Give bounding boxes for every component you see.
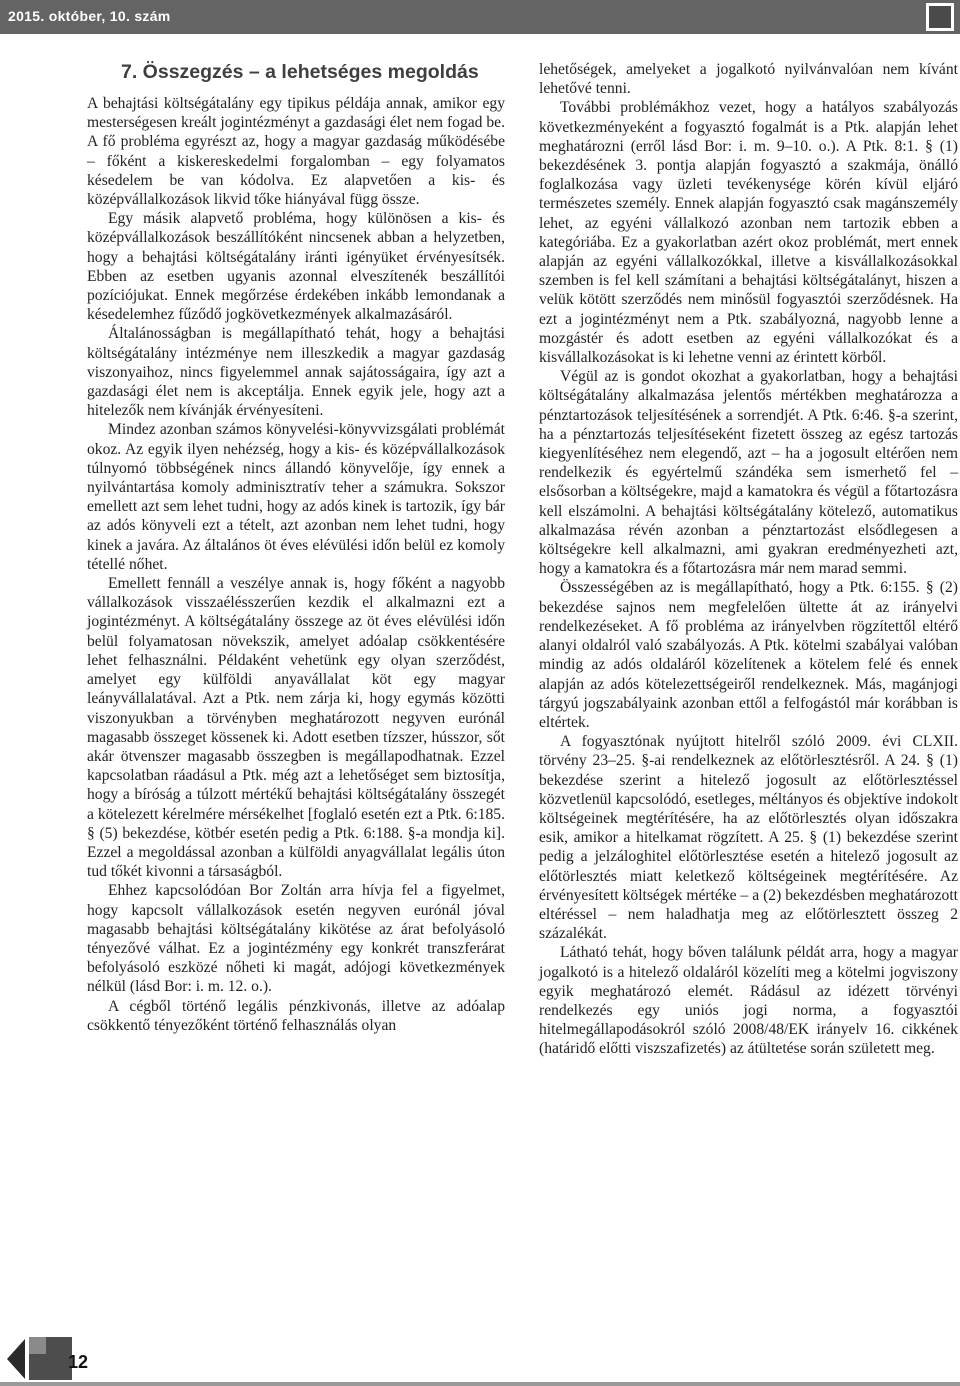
paragraph: Mindez azonban számos könyvelési-könyvvizsgálati problémát okoz. Az egyik ilyen nehézség, hogy a kis- és középvállalkozások túlnyomó többségének nincs állandó könyvelője, így ennek a nyilvántartása komoly adminisztratív teher a számukra. Sokszor emellett azt sem lehet tudni, hogy az adós kinek is tartozik, így bár az adós könyveli ezt a tételt, azt azonban nem lehet tudni, hogy kinek a javára. Az általános öt éves elévülési időn belül ez komoly tétellé nőhet. bbox=[87, 421, 505, 573]
paragraph: A cégből történő legális pénzkivonás, illetve az adóalap csökkentő tényezőként történő felhasználás olyan bbox=[87, 997, 505, 1034]
right-column bbox=[539, 60, 958, 1059]
paragraph: Végül az is gondot okozhat a gyakorlatban, hogy a behajtási költségátalány alkalmazása jelentős mértékben meghatározza a pénztartozások teljesítésének a sorrendjét. A Ptk. 6:46. §-a szerint, ha a pénztartozás teljesítéseként fizetett összeg az egész tartozás kiegyenlítéséhez nem elegendő, azt – ha a jogosult eltérően nem rendelkezik és egyértelmű szándéka sem ismerhető fel – elsősorban a költségekre, majd a kamatokra és végül a főtartozásra kell elszámolni. A behajtási költségátalány kötelező, automatikus alkalmazása révén azonban a pénztartozást elsődlegesen a költségekre kell alkalmazni, ami gyakran eredményezheti azt, hogy a kamatokra és a főtartozásra már nem marad semmi. bbox=[539, 368, 958, 578]
paragraph: lehetőségek, amelyeket a jogalkotó nyilvánvalóan nem kívánt lehetővé tenni. bbox=[539, 61, 958, 98]
section-title: 7. Összegzés – a lehetséges megoldás bbox=[121, 61, 479, 83]
header-bar bbox=[0, 0, 960, 34]
paragraph: További problémákhoz vezet, hogy a hatályos szabályozás következményeként a fogyasztó fogalmát is a Ptk. alapján lehet meghatározni (erről lásd Bor: i. m. 9–10. o.). A Ptk. 8:1. § (1) bekezdésének 3. pontja alapján fogyasztó a szakmája, önálló foglalkozása vagy üzleti tevékenysége körén kívül eljáró természetes személy. Ennek alapján fogyasztó csak magánszemély lehet, az egyéni vállalkozó azonban nem tartozik ebben a kategóriába. Ez a gyakorlatban azért okoz problémát, mert ennek alapján az egyéni vállalkozókkal, illetve a kisvállalkozásokkal szemben is fel kell számítani a behajtási költségátalányt, hiszen a velük kötött szerződés nem minősül fogyasztói szerződésnek. Ha ezt a jogintézményt nem a Ptk. szabályozná, nagyobb lenne a mozgástér és adott esetben az egyéni vállalkozókat és a kisvállalkozásokat is ki lehetne venni az érintett körből. bbox=[539, 99, 958, 367]
square-icon bbox=[29, 1337, 72, 1380]
paragraph: Emellett fennáll a veszélye annak is, hogy főként a nagyobb vállalkozások visszaélésszerűen kezdik el alkalmazni ezt a jogintézményt. A költségátalány összege az öt éves elévülési időn belül folyamatosan növekszik, amelyet adóalap csökkentésére lehet felhasználni. Példaként vehetünk egy olyan szerződést, amelyet egy külföldi anyavállalat köt egy magyar leányvállalatával. Azt a Ptk. nem zárja ki, hogy egymás közötti viszonyukban a törvényben meghatározott negyven eurónál magasabb összeget kössenek ki. Adott esetben tízszer, hússzor, sőt akár ötvenszer magasabb összegben is megállapodhatnak. Ezzel kapcsolatban ráadásul a Ptk. még azt a lehetőséget sem biztosítja, hogy a bíróság a túlzott mértékű behajtási költségátalány összegét a kötelezett kérelmére mérsékelhet [foglaló esetén ezt a Ptk. 6:185. § (5) bekezdése, kötbér esetén pedig a Ptk. 6:188. §-a mondja ki]. Ezzel a megoldással azonban a külföldi anyagvállalat legális úton tud tőkét kivonni a társaságból. bbox=[87, 575, 505, 881]
paragraph: A fogyasztónak nyújtott hitelről szóló 2009. évi CLXII. törvény 23–25. §-ai rendelkeznek az előtörlesztésről. A 24. § (1) bekezdése szerint a hitelező jogosult az előtörlesztéssel közvetlenül kapcsolódó, esetleges, méltányos és objektíve indokolt költségeinek megtérítésére, ha az előtörlesztés olyan időszakra esik, amikor a hitelkamat rögzített. A 25. § (1) bekezdése szerint pedig a jelzáloghitel előtörlesztése esetén a hitelező jogosult az előtörlesztés miatt keletkező költségeinek megtérítésére. Az érvényesített költségek mértéke – a (2) bekezdésben meghatározott eltéréssel – nem haladhatja meg az előtörlesztett összeg 2 százalékát. bbox=[539, 733, 958, 943]
issue-label: 2015. október, 10. szám bbox=[8, 8, 171, 24]
paragraph: Ehhez kapcsolódóan Bor Zoltán arra hívja fel a figyelmet, hogy kapcsolt vállalkozások esetén negyven eurónál jóval magasabb behajtási költségátalány kikötése az árat befolyásoló tényezővé válhat. Ez a jogintézmény egy konkrét transzferárat befolyásoló eszközé nőheti ki magát, adójogi következmények nélkül (lásd Bor: i. m. 12. o.). bbox=[87, 882, 505, 996]
paragraph: Általánosságban is megállapítható tehát, hogy a behajtási költségátalány intézménye nem illeszkedik a magyar gazdaság viszonyaihoz, nincs figyelemmel annak sajátosságaira, így azt a gazdasági élet nem is akceptálja. Ennek egyik jele, hogy azt a hitelezők nem kívánják érvényesíteni. bbox=[87, 325, 505, 420]
paragraph: Összességében az is megállapítható, hogy a Ptk. 6:155. § (2) bekezdése sajnos nem megfelelően ültette át az irányelvi rendelkezéseket. A fő probléma az irányelvben rögzítettől eltérő alanyi oldalról való szabályozás. A Ptk. kötelmi szabályai valóban mindig az adós oldaláról közelítenek a kötelem felé és ennek alapján az adós kötelezettségeiről rendelkeznek. Más, magánjogi tárgyú jogszabályaink azonban ettől a felfogástól már korábban is eltértek. bbox=[539, 579, 958, 731]
paragraph: A behajtási költségátalány egy tipikus példája annak, amikor egy mesterségesen kreált jogintézményt a gazdasági élet nem fogad be. A fő probléma egyrészt az, hogy a magyar gazdaság működésébe – főként a kiskereskedelmi forgalomban – egy folyamatos késedelem be van kódolva. Ez alapvetően a kis- és középvállalkozások likvid tőke hiányával függ össze. bbox=[87, 95, 505, 209]
paragraph: Látható tehát, hogy bőven találunk példát arra, hogy a magyar jogalkotó is a hitelező oldaláról közelíti meg a kötelmi jogviszony egyik meghatározó elemét. Rádásul az idézett törvényi rendelkezés egy uniós jogi norma, a fogyasztói hitelmegállapodásokról szóló 2008/48/EK irányelv 16. cikkének (határidő előtti viszszafizetés) az átültetése során született meg. bbox=[539, 944, 958, 1058]
left-column bbox=[87, 58, 505, 1035]
page-number: 12 bbox=[68, 1352, 89, 1372]
header-square-icon bbox=[926, 3, 954, 31]
page-number-block bbox=[0, 1335, 96, 1383]
footer-band bbox=[0, 1382, 960, 1386]
triangle-icon bbox=[7, 1339, 25, 1379]
paragraph: Egy másik alapvető probléma, hogy különösen a kis- és középvállalkozások beszállítóként nincsenek abban a helyzetben, hogy a behajtási költségátalány iránti igényüket érvényesítsék. Ebben az esetben ugyanis azonnal elveszítenék beszállítói pozíciójukat. Ennek megőrzése érdekében inkább lemondanak a késedelemhez fűződő jogkövetkezmények alkalmazásáról. bbox=[87, 210, 505, 324]
